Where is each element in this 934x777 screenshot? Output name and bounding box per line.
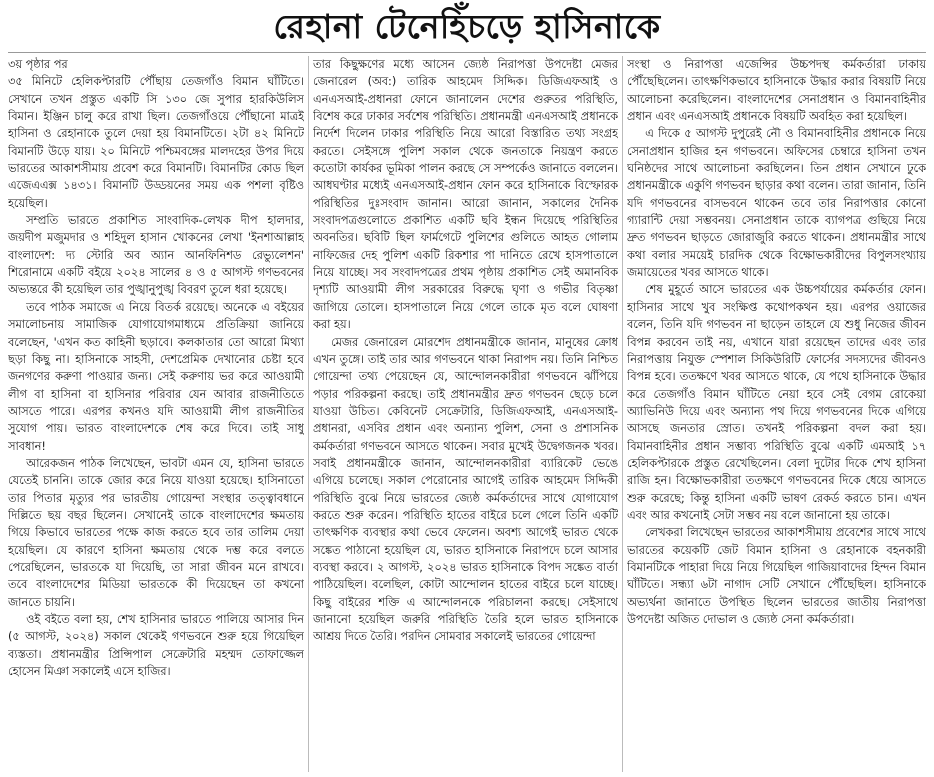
paragraph: তার কিছুক্ষণের মধ্যে আসেন জ্যেষ্ঠ নিরাপত্তা উপদেষ্টা মেজর জেনারেল (অব:) তারিক আহমেদ সিদ্দিক। ডিজিএফআই ও এনএসআই-প্রধানরা ফোনে জানালেন দেশের গুরুতর পরিস্থিতি, বিশেষ করে ঢাকার সর্বশেষ পরিস্থিতি। প্রধানমন্ত্রী এনএসআই প্রধানকে নির্দেশ দিলেন ঢাকার পরিস্থিতি নিয়ে আরো বিস্তারিত তথ্য সংগ্রহ করতে। সেইসঙ্গে পুলিশ সকাল থেকে জনতাকে নিয়ন্ত্রণ করতে কতোটা কার্যকর ভূমিকা পালন করছে সে সম্পর্কেও জানাতে বললেন। আধঘণ্টার মধ্যেই এনএসআই-প্রধান ফোন করে হাসিনাকে বিস্ফোরক পরিস্থিতির দুঃসংবাদ জানান। আরো জানান, সকালের দৈনিক সংবাদপত্রগুলোতে প্রকাশিত একটি ছবি ইন্ধন দিয়েছে পরিস্থিতির অবনতির। ছবিটি ছিল ফার্মগেটে পুলিশের গুলিতে আহত গোলাম নাফিজের দেহ পুলিশ একটি রিকশার পা দানিতে রেখে হাসপাতালে নিয়ে যাচ্ছে। সব সংবাদপত্রের প্রথম পৃষ্ঠায় প্রকাশিত সেই অমানবিক দৃশ্যটি আওয়ামী লীগ সরকারের বিরুদ্ধে ঘৃণা ও গভীর বিতৃষ্ণা জাগিয়ে তোলে। হাসপাতালে নিয়ে গেলে তাকে মৃত বলে ঘোষণা করা হয়। — [313, 58, 618, 332]
paragraph: সম্প্রতি ভারতে প্রকাশিত সাংবাদিক-লেখক দীপ হালদার, জয়দীপ মজুমদার ও শহিদুল হাসান খোকনের লেখা 'ইনশাআল্লাহ বাংলাদেশ: দ্য স্টোরি অব অ্যান আনফিনিশড রেভ্যুলেশন' শিরোনামে একটি বইয়ে ২০২৪ সালের ৪ ও ৫ আগস্ট গণভবনের অভ্যন্তরে কী হয়েছিল তার পুঙ্খানুপুঙ্খ বিবরণ তুলে ধরা হয়েছে। — [8, 214, 304, 297]
article-column-2 — [313, 56, 618, 774]
paragraph: ওই বইতে বলা হয়, শেখ হাসিনার ভারতে পালিয়ে আসার দিন (৫ আগস্ট, ২০২৪) সকাল থেকেই গণভবনে শুরু হয়ে গিয়েছিল ব্যস্ততা। প্রধানমন্ত্রীর প্রিন্সিপাল সেক্রেটারি মহম্মদ তোফাজ্জেল হোসেন মিঞা সকালেই এসে হাজির। — [8, 613, 304, 679]
paragraph: ৩৫ মিনিটে হেলিকপ্টারটি পৌঁছায় তেজগাঁও বিমান ঘাঁটিতে। সেখানে তখন প্রস্তুত একটি সি ১৩০ জে সুপার হারকিউলিস বিমান। ইঞ্জিন চালু করে রাখা ছিল। তেজগাঁওয়ে পৌঁছানো মাত্রই হাসিনা ও রেহানাকে তুলে দেয়া হয় বিমানটিতে। ২টা ৪২ মিনিটে বিমানটি উড়ে যায়। ২০ মিনিটে পশ্চিমবঙ্গের মালদহের উপর দিয়ে ভারতের আকাশসীমায় প্রবেশ করে বিমানটি। বিমানটির কোড ছিল এজেএএক্স ১৪৩১। বিমানটি উড্ডয়নের সময় এক পশলা বৃষ্টিও হয়েছিল। — [8, 75, 304, 210]
headline-rule — [8, 52, 926, 53]
article-column-1 — [8, 56, 304, 774]
paragraph: তবে পাঠক সমাজে এ নিয়ে বিতর্ক রয়েছে। অনেকে এ বইয়ের সমালোচনায় সামাজিক যোগাযোগমাধ্যমে প্রতিক্রিয়া জানিয়ে বলেছেন, 'এখন কত কাহিনী ছড়াবে। কলকাতার তো আরো মিথ্যা ছড়া কিছু না। হাসিনাকে সাহসী, দেশপ্রেমিক দেখানোর চেষ্টা হবে জনগণের করুণা পাওয়ার জন্য। সেই করুণায় ভর করে আওয়ামী লীগ বা হাসিনা বা হাসিনার পরিবার যেন আবার রাজনীতিতে আসতে পারে। এরপর কখনও যদি আওয়ামী লীগ রাজনীতির সুযোগ পায়। ভারত বাংলাদেশকে শেষ করে দিবে। তাই সাধু সাবধান! — [8, 300, 304, 453]
column-divider — [308, 56, 309, 772]
continuation-label: ৩য় পৃষ্ঠার পর — [8, 58, 68, 71]
paragraph: লেখকরা লিখেছেন ভারতের আকাশসীমায় প্রবেশের সাথে সাথে ভারতের কয়েকটি জেট বিমান হাসিনা ও রেহানাকে বহনকারী বিমানটিকে পাহারা দিয়ে নিয়ে গিয়েছিল গাজিয়াবাদের হিন্দন বিমান ঘাঁটিতে। সন্ধ্যা ৬টা নাগাদ সেটি সেখানে পৌঁছেছিল। হাসিনাকে অভ্যর্থনা জানাতে উপস্থিত ছিলেন ভারতের জাতীয় নিরাপত্তা উপদেষ্টা অজিত দোভাল ও জ্যেষ্ঠ সেনা কর্মকর্তারা। — [627, 526, 926, 626]
paragraph: সংস্থা ও নিরাপত্তা এজেন্সির উচ্চপদস্থ কর্মকর্তারা ঢাকায় পৌঁছেছিলেন। তাৎক্ষণিকভাবে হাসিনাকে উদ্ধার করার বিষয়টি নিয়ে আলোচনা করেছিলেন। বাংলাদেশের সেনাপ্রধান ও বিমানবাহিনীর প্রধান এবং এনএসআই প্রধানকে বিষয়টি অবহিত করা হয়েছিল। — [627, 58, 926, 124]
column-divider — [622, 56, 623, 772]
paragraph: মেজর জেনারেল মোরশেদ প্রধানমন্ত্রীকে জানান, মানুষের ক্রোধ এখন তুঙ্গে। তাই তার আর গণভবনে থাকা নিরাপদ নয়। তিনি নিশ্চিত গোয়েন্দা তথ্য পেয়েছেন যে, আন্দোলনকারীরা গণভবনে ঝাঁপিয়ে পড়ার পরিকল্পনা করছে। তাই প্রধানমন্ত্রীর দ্রুত গণভবন ছেড়ে চলে যাওয়া উচিত। কেবিনেট সেক্রেটারি, ডিজিএফআই, এনএসআই-প্রধানরা, এসবির প্রধান এবং অন্যান্য পুলিশ, সেনা ও প্রশাসনিক কর্মকর্তারা গণভবনে আসতে থাকেন। সবার মুখেই উদ্বেগজনক খবর। সবাই প্রধানমন্ত্রীকে জানান, আন্দোলনকারীরা ব্যারিকেট ভেঙে এগিয়ে চলেছে। সকাল পেরোনোর আগেই তারিক আহমেদ সিদ্দিকী পরিস্থিতি বুঝে নিয়ে ভারতের জ্যেষ্ঠ কর্মকর্তাদের সাথে যোগাযোগ করতে শুরু করেন। পরিস্থিতি হাতের বাইরে চলে গেলে তিনি একটি তাৎক্ষণিক ব্যবস্থার কথা ভেবে ফেলেন। অবশ্য আগেই ভারত থেকে সঙ্কেত পাঠানো হয়েছিল যে, ভারত হাসিনাকে নিরাপদে চলে আসার ব্যবস্থা করবে। ২ আগস্ট, ২০২৪ ভারত হাসিনাকে বিপদ সঙ্কেত বার্তা পাঠিয়েছিল। বলেছিল, কোটা আন্দোলন হাতের বাইরে চলে যাচ্ছে। কিছু বাইরের শক্তি এ আন্দোলনকে পরিচালনা করছে। সেইসাথে জানানো হয়েছিল জরুরি পরিস্থিতি তৈরি হলে ভারত হাসিনাকে আশ্রয় দিতে তৈরি। পরদিন সোমবার সকালেই ভারতের গোয়েন্দা — [313, 335, 618, 644]
paragraph: এ দিকে ৫ আগস্ট দুপুরেই নৌ ও বিমানবাহিনীর প্রধানকে নিয়ে সেনাপ্রধান হাজির হন গণভবনে। অফিসের চেম্বারে হাসিনা তখন ঘনিষ্ঠদের সাথে আলোচনা করছিলেন। তিন প্রধান সেখানে ঢুকে প্রধানমন্ত্রীকে একুণি গণভবন ছাড়ার কথা বলেন। তারা জানান, তিনি যদি গণভবনের বাসভবনে থাকেন তবে তার নিরাপত্তার কোনো গ্যারান্টি দেয়া সম্ভবনয়। সেনাপ্রধান তাকে ব্যাগপত্র গুছিয়ে নিয়ে দ্রুত গণভবন ছাড়তে জোরাজুরি করতে থাকেন। প্রধানমন্ত্রীর সাথে কথা বলার সময়েই চারদিক থেকে বিক্ষোভকারীদের বিপুলসংখ্যায় জমায়েতের খবর আসতে থাকে। — [627, 127, 926, 280]
paragraph: শেষ মুহূর্তে আসে ভারতের এক উচ্চপর্যায়ের কর্মকর্তার ফোন। হাসিনার সাথে খুব সংক্ষিপ্ত কথোপকথন হয়। এরপর ওয়াজের বলেন, তিনি যদি গণভবন না ছাড়েন তাহলে যে শুধু নিজের জীবন বিপন্ন করবেন তাই নয়, এখানে যারা রয়েছেন তাদের এবং তার নিরাপত্তায় নিযুক্ত স্পেশাল সিকিউরিটি ফোর্সের সদস্যদের জীবনও বিপন্ন হবে। ততক্ষণে খবর আসতে থাকে, যে পথে হাসিনাকে উদ্ধার করে তেজগাঁও বিমান ঘাঁটিতে নেয়া হবে সেই বেগম রোকেয়া অ্যাভিনিউ দিয়ে এবং অন্যান্য পথ দিয়ে গণভবনের দিকে এগিয়ে আসছে জনতার স্রোত। তখনই পরিকল্পনা বদল করা হয়। বিমানবাহিনীর প্রধান সম্ভাব্য পরিস্থিতি বুঝে একটি এমআই ১৭ হেলিকপ্টারকে প্রস্তুত রেখেছিলেন। বেলা দুটোর দিকে শেখ হাসিনা রাজি হন। বিক্ষোভকারীরা ততক্ষণে গণভবনের দিকে ধেয়ে আসতে শুরু করেছে; কিন্তু হাসিনা একটি ভাষণ রেকর্ড করতে চান। এখন এবং আর কখনোই সেটা সম্ভব নয় বলে জানানো হয় তাকে। — [627, 283, 926, 522]
paragraph: আরেকজন পাঠক লিখেছেন, ভাবটা এমন যে, হাসিনা ভারতে যেতেই চাননি। তাকে জোর করে নিয়ে যাওয়া হয়েছে। হাসিনাতো তার পিতার মৃত্যুর পর ভারতীয় গোয়েন্দা সংস্থার তত্ত্বাবধানে দিল্লিতে ছয় বছর ছিলেন। সেখানেই তাকে বাংলাদেশের ক্ষমতায় গিয়ে কিভাবে ভারতের পক্ষে কাজ করতে হবে তার তালিম দেয়া হয়েছিল। যে কারণে হাসিনা ক্ষমতায় থেকে দম্ভ করে বলতে পেরেছিলেন, ভারতকে যা দিয়েছি, তা সারা জীবন মনে রাখবে। তবে বাংলাদেশের মিডিয়া ভারতকে কী দিয়েছেন তা কখনো জানতে চায়নি। — [8, 456, 304, 609]
article-column-3 — [627, 56, 926, 774]
headline: রেহানা টেনেহিঁচড়ে হাসিনাকে — [273, 7, 661, 46]
